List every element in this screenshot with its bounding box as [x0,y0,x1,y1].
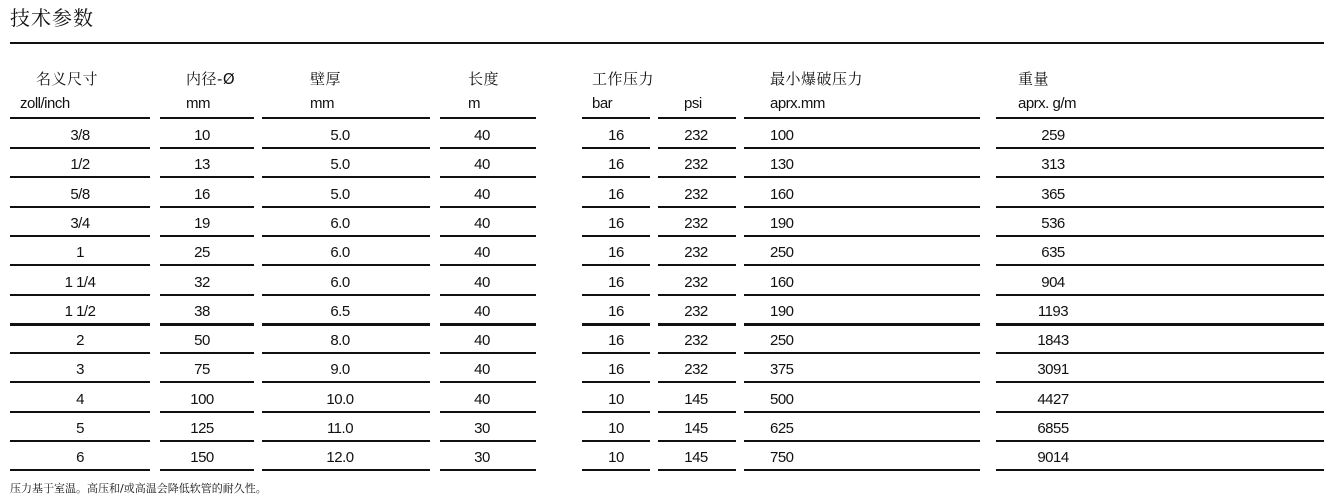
table-cell-psi: 232 [684,274,708,291]
table-cell-weight: 1193 [1037,303,1069,320]
row-divider [744,352,980,354]
header-weight: 重量 [1018,70,1050,88]
row-divider [160,294,254,296]
row-divider [160,176,254,178]
table-cell-bar: 16 [608,156,624,173]
header-inner-diameter: 内径-Ø [186,70,236,88]
table-cell-weight: 536 [1041,215,1065,232]
table-cell-psi: 232 [684,127,708,144]
table-cell-burst: 250 [770,244,794,261]
table-cell-bar: 16 [608,303,624,320]
row-divider [160,206,254,208]
row-divider [658,206,736,208]
row-divider [440,411,536,413]
table-cell-id: 125 [190,420,214,437]
row-divider [440,352,536,354]
table-cell-bar: 10 [608,420,624,437]
row-divider [996,381,1324,383]
row-divider [10,323,150,326]
table-cell-psi: 145 [684,391,708,408]
row-divider [160,264,254,266]
row-divider [582,206,650,208]
table-cell-psi: 232 [684,244,708,261]
row-divider [440,264,536,266]
row-divider [10,264,150,266]
table-cell-id: 25 [194,244,210,261]
row-divider [10,440,150,442]
table-cell-psi: 232 [684,303,708,320]
table-cell-weight: 4427 [1037,391,1069,408]
table-cell-size: 6 [76,449,84,466]
row-divider [658,440,736,442]
table-cell-burst: 190 [770,303,794,320]
row-divider [658,411,736,413]
table-cell-weight: 1843 [1037,332,1069,349]
row-divider [262,176,430,178]
table-cell-wall: 8.0 [330,332,350,349]
row-divider [744,411,980,413]
row-divider [262,352,430,354]
table-cell-wall: 5.0 [330,127,350,144]
table-cell-psi: 232 [684,215,708,232]
row-divider [160,411,254,413]
table-cell-wall: 5.0 [330,186,350,203]
table-cell-size: 1 1/4 [64,274,96,291]
table-cell-length: 40 [474,391,490,408]
row-divider [262,411,430,413]
table-cell-id: 13 [194,156,210,173]
row-divider [582,176,650,178]
row-divider [658,323,736,326]
table-cell-wall: 6.5 [330,303,350,320]
table-cell-length: 40 [474,127,490,144]
row-divider [262,469,430,471]
table-cell-burst: 130 [770,156,794,173]
row-divider [658,469,736,471]
table-cell-weight: 259 [1041,127,1065,144]
table-cell-bar: 16 [608,186,624,203]
unit-length: m [468,95,480,112]
row-divider [996,294,1324,296]
table-cell-wall: 5.0 [330,156,350,173]
unit-working-pressure-bar: bar [592,95,613,112]
row-divider [440,235,536,237]
row-divider [262,206,430,208]
table-cell-length: 40 [474,215,490,232]
row-divider [160,147,254,149]
row-divider [582,117,650,119]
row-divider [658,381,736,383]
row-divider [582,264,650,266]
row-divider [10,147,150,149]
table-cell-bar: 16 [608,215,624,232]
header-wall-thickness: 壁厚 [310,70,342,88]
table-cell-length: 40 [474,186,490,203]
row-divider [744,264,980,266]
row-divider [10,235,150,237]
row-divider [262,440,430,442]
row-divider [658,117,736,119]
row-divider [160,117,254,119]
row-divider [744,235,980,237]
table-cell-weight: 904 [1041,274,1065,291]
row-divider [10,469,150,471]
row-divider [744,147,980,149]
row-divider [658,147,736,149]
table-cell-psi: 145 [684,449,708,466]
table-cell-wall: 11.0 [326,420,354,437]
table-cell-psi: 145 [684,420,708,437]
row-divider [440,206,536,208]
table-cell-size: 3 [76,361,84,378]
table-cell-weight: 3091 [1037,361,1069,378]
row-divider [658,176,736,178]
page-title: 技术参数 [10,6,94,30]
table-cell-burst: 500 [770,391,794,408]
table-cell-id: 150 [190,449,214,466]
table-cell-burst: 160 [770,186,794,203]
row-divider [744,469,980,471]
table-cell-bar: 16 [608,127,624,144]
row-divider [582,235,650,237]
table-cell-wall: 6.0 [330,274,350,291]
row-divider [10,117,150,119]
row-divider [160,440,254,442]
table-cell-bar: 16 [608,244,624,261]
table-cell-wall: 12.0 [326,449,354,466]
table-cell-wall: 6.0 [330,244,350,261]
table-cell-bar: 16 [608,332,624,349]
row-divider [262,264,430,266]
row-divider [658,264,736,266]
unit-inner-diameter: mm [186,95,210,112]
table-cell-id: 75 [194,361,210,378]
row-divider [262,323,430,326]
row-divider [658,352,736,354]
table-cell-length: 30 [474,420,490,437]
unit-working-pressure-psi: psi [684,95,702,112]
table-cell-length: 40 [474,274,490,291]
row-divider [996,206,1324,208]
row-divider [744,176,980,178]
table-cell-size: 2 [76,332,84,349]
row-divider [658,294,736,296]
row-divider [440,294,536,296]
row-divider [440,469,536,471]
table-cell-id: 32 [194,274,210,291]
header-working-pressure: 工作压力 [592,70,655,88]
footnote: 压力基于室温。高压和/或高温会降低软管的耐久性。 [10,482,267,495]
row-divider [582,469,650,471]
row-divider [996,323,1324,326]
row-divider [10,352,150,354]
row-divider [160,235,254,237]
table-cell-burst: 750 [770,449,794,466]
row-divider [10,381,150,383]
row-divider [996,352,1324,354]
table-cell-id: 100 [190,391,214,408]
row-divider [440,440,536,442]
row-divider [440,117,536,119]
table-cell-burst: 190 [770,215,794,232]
table-cell-weight: 635 [1041,244,1065,261]
table-cell-size: 1 1/2 [64,303,96,320]
table-cell-bar: 16 [608,274,624,291]
row-divider [996,411,1324,413]
table-cell-id: 38 [194,303,210,320]
row-divider [582,352,650,354]
row-divider [996,117,1324,119]
row-divider [440,381,536,383]
row-divider [440,147,536,149]
row-divider [160,352,254,354]
table-cell-id: 19 [194,215,210,232]
table-cell-psi: 232 [684,332,708,349]
table-cell-burst: 375 [770,361,794,378]
title-divider [10,42,1324,44]
table-cell-wall: 10.0 [326,391,354,408]
row-divider [744,440,980,442]
table-cell-wall: 9.0 [330,361,350,378]
row-divider [582,147,650,149]
table-cell-weight: 9014 [1037,449,1069,466]
table-cell-id: 50 [194,332,210,349]
table-cell-size: 1/2 [70,156,90,173]
row-divider [996,469,1324,471]
row-divider [160,381,254,383]
row-divider [440,176,536,178]
row-divider [160,469,254,471]
table-cell-length: 40 [474,156,490,173]
unit-min-burst-pressure: aprx.mm [770,95,825,112]
table-cell-burst: 160 [770,274,794,291]
row-divider [440,323,536,326]
table-cell-length: 40 [474,244,490,261]
table-cell-bar: 16 [608,361,624,378]
row-divider [744,206,980,208]
unit-nominal-size: zoll/inch [20,95,70,112]
row-divider [10,411,150,413]
header-length: 长度 [468,70,500,88]
table-cell-size: 1 [76,244,84,261]
table-cell-burst: 250 [770,332,794,349]
row-divider [10,176,150,178]
row-divider [996,235,1324,237]
table-cell-size: 5 [76,420,84,437]
table-cell-weight: 313 [1041,156,1065,173]
row-divider [996,264,1324,266]
row-divider [262,294,430,296]
row-divider [262,235,430,237]
table-cell-id: 10 [194,127,210,144]
row-divider [10,206,150,208]
table-cell-psi: 232 [684,361,708,378]
row-divider [996,440,1324,442]
header-min-burst-pressure: 最小爆破压力 [770,70,864,88]
row-divider [996,176,1324,178]
table-cell-burst: 100 [770,127,794,144]
table-cell-length: 30 [474,449,490,466]
table-cell-size: 4 [76,391,84,408]
row-divider [582,294,650,296]
table-cell-length: 40 [474,332,490,349]
table-cell-size: 3/8 [70,127,90,144]
row-divider [658,235,736,237]
row-divider [744,323,980,326]
row-divider [10,294,150,296]
row-divider [582,323,650,326]
unit-weight: aprx. g/m [1018,95,1077,112]
row-divider [996,147,1324,149]
header-nominal-size: 名义尺寸 [36,70,99,88]
table-cell-size: 3/4 [70,215,90,232]
table-cell-psi: 232 [684,156,708,173]
table-cell-length: 40 [474,303,490,320]
row-divider [744,294,980,296]
table-cell-wall: 6.0 [330,215,350,232]
table-cell-burst: 625 [770,420,794,437]
row-divider [582,411,650,413]
table-cell-weight: 6855 [1037,420,1069,437]
table-cell-size: 5/8 [70,186,90,203]
table-cell-psi: 232 [684,186,708,203]
table-cell-bar: 10 [608,449,624,466]
row-divider [744,117,980,119]
table-cell-id: 16 [194,186,210,203]
row-divider [262,381,430,383]
row-divider [744,381,980,383]
row-divider [582,381,650,383]
table-cell-weight: 365 [1041,186,1065,203]
row-divider [160,323,254,326]
row-divider [262,147,430,149]
row-divider [582,440,650,442]
table-cell-bar: 10 [608,391,624,408]
unit-wall-thickness: mm [310,95,334,112]
row-divider [262,117,430,119]
table-cell-length: 40 [474,361,490,378]
